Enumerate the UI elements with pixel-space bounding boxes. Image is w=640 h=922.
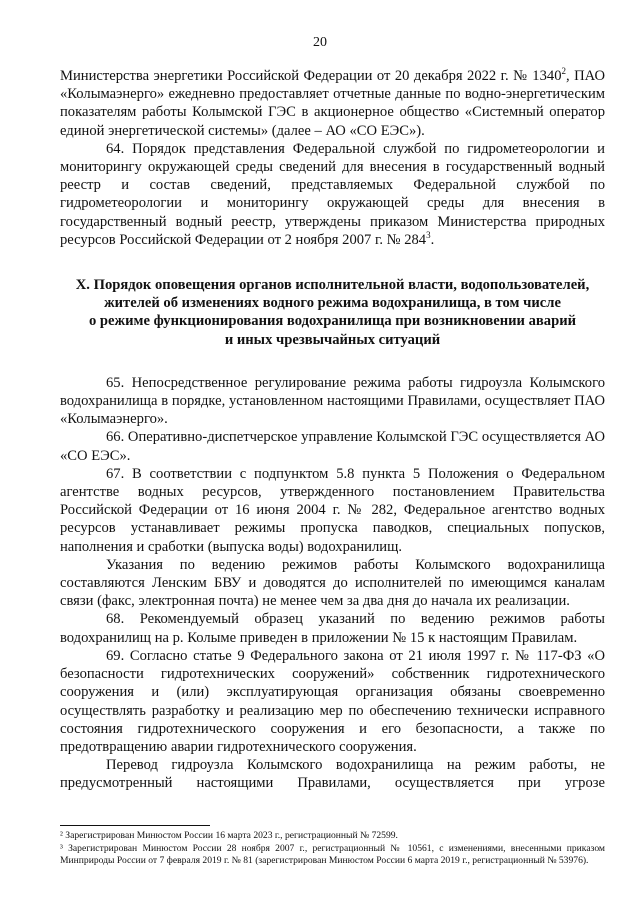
section-heading-line: жителей об изменениях водного режима водохранилища, в том числе [104,295,561,312]
paragraph-continued [60,67,605,140]
footnote-ref-3[interactable]: 3 [426,229,431,240]
paragraph-67-instructions: Указания по ведению режимов работы Колымского водохранилища составляются Ленским БВУ и доводятся до исполнителей по имеющимся каналам связи (факс, электронная почта) не менее чем за два дня до начала их реализации. [60,556,605,610]
paragraph-text: 64. Порядок представления Федеральной службой по гидрометеорологии и мониторингу окружающей среды сведений для внесения в государственный водный реестр и состав сведений, представляемых Федеральной службой по гидрометеорологии и мониторингу окружающей среды для внесения в государственный водный реестр, утверждены приказом Министерства природных ресурсов Российской Федерации от 2 ноября 2007 г. № 284 [60,140,605,248]
body-text [60,67,605,793]
footnotes [60,825,605,868]
paragraph-69-transfer: Перевод гидроузла Колымского водохранилища на режим работы, не предусмотренный настоящими Правилами, осуществляется при угрозе [60,757,605,792]
paragraph-64 [60,140,605,249]
paragraph-text-tail: . [430,231,435,248]
paragraph-68: 68. Рекомендуемый образец указаний по ведению режимов работы водохранилищ на р. Колыме приведен в приложении № 15 к настоящим Правилам. [60,611,605,646]
section-heading-line: X. Порядок оповещения органов исполнительной власти, водопользователей, [75,277,590,294]
paragraph-66: 66. Оперативно-диспетчерское управление Колымской ГЭС осуществляется АО «СО ЕЭС». [60,429,605,464]
section-heading-line: и иных чрезвычайных ситуаций [224,331,441,348]
paragraph-text: Министерства энергетики Российской Федерации от 20 декабря 2022 г. № 1340 [60,68,562,84]
footnote-ref-2[interactable]: 2 [561,66,566,77]
section-heading-x [60,276,605,349]
footnote-divider [60,825,210,826]
paragraph-67: 67. В соответствии с подпунктом 5.8 пункта 5 Положения о Федеральном агентстве водных ресурсов, утвержденного постановлением Правительства Российской Федерации от 16 июня 2004 г. № 282, Федеральное агентство водных ресурсов устанавливает режимы пропуска паводков, специальных попусков, наполнения и сработки (выпуска воды) водохранилищ. [60,465,605,555]
section-heading-line: о режиме функционирования водохранилища при возникновении аварий [88,313,577,330]
footnote-2: ² Зарегистрирован Минюстом России 16 марта 2023 г., регистрационный № 72599. [60,830,398,841]
paragraph-65: 65. Непосредственное регулирование режима работы гидроузла Колымского водохранилища в порядке, установленном настоящими Правилами, осуществляет ПАО «Колымаэнерго». [60,374,605,428]
paragraph-69: 69. Согласно статье 9 Федерального закона от 21 июля 1997 г. № 117-ФЗ «О безопасности гидротехнических сооружений» собственник гидротехнического сооружения и (или) эксплуатирующая организация обязаны своевременно осуществлять разработку и реализацию мер по обеспечению технически исправного состояния гидротехнического сооружения и его безопасности, а также по предотвращению аварии гидротехнического сооружения. [60,647,605,755]
page-number: 20 [313,35,327,50]
footnote-3: ³ Зарегистрирован Минюстом России 28 ноября 2007 г., регистрационный № 10561, с изменениями, внесенными приказом Минприроды России от 7 февраля 2019 г. № 81 (зарегистрирован Минюстом России 6 марта 2019 г., регистрационный № 53976). [60,842,605,867]
paragraph-text-tail: , ПАО «Колымаэнерго» ежедневно предоставляет отчетные данные по водно-энергетическим показателям работы Колымской ГЭС в акционерное общество «Системный оператор единой энергетической системы» (далее – АО «СО ЕЭС»). [60,68,605,139]
